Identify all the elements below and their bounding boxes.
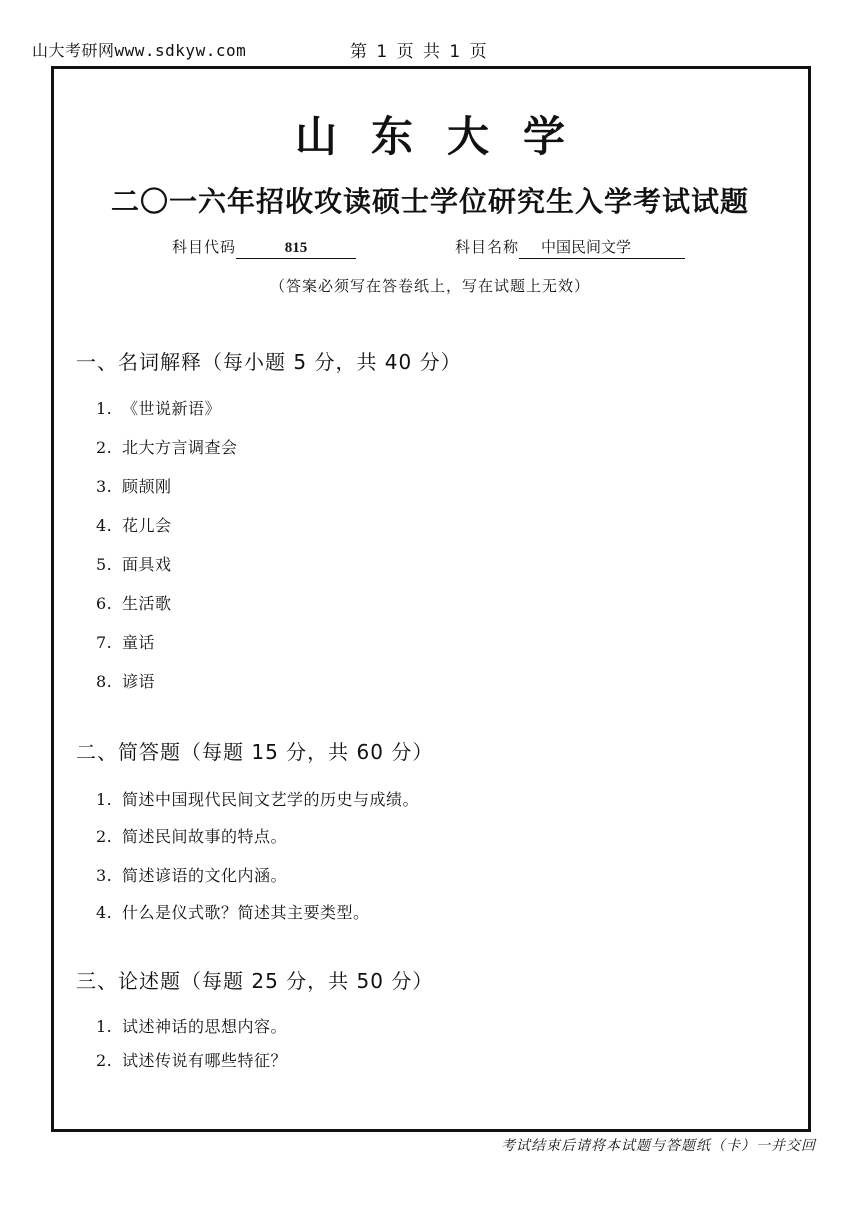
exam-title: 二〇一六年招收攻读硕士学位研究生入学考试试题	[110, 185, 749, 218]
question-item	[96, 669, 155, 692]
subject-code	[172, 236, 356, 259]
question-text: 谚语	[122, 672, 156, 691]
question-item	[96, 1048, 287, 1071]
question-number: 2.	[96, 438, 113, 457]
question-item	[96, 513, 172, 536]
question-item	[96, 435, 238, 458]
question-number: 6.	[96, 594, 113, 613]
question-item	[96, 630, 155, 653]
question-number: 1.	[96, 1017, 113, 1036]
question-item	[96, 787, 419, 810]
section-heading: 二、简答题（每题 15 分，共 60 分）	[76, 740, 434, 764]
question-text: 简述中国现代民间文艺学的历史与成绩。	[122, 790, 420, 809]
site-header: 山大考研网www.sdkyw.com	[32, 41, 247, 60]
question-text: 试述神话的思想内容。	[122, 1017, 288, 1036]
question-item	[96, 863, 287, 886]
question-number: 7.	[96, 633, 113, 652]
question-number: 1.	[96, 790, 113, 809]
question-item	[96, 824, 287, 847]
question-number: 4.	[96, 516, 113, 535]
question-number: 3.	[96, 866, 113, 885]
section-heading: 一、名词解释（每小题 5 分，共 40 分）	[76, 350, 462, 374]
question-text: 试述传说有哪些特征？	[122, 1051, 288, 1070]
question-number: 5.	[96, 555, 113, 574]
question-item	[96, 474, 172, 497]
question-text: 北大方言调查会	[122, 438, 238, 457]
answer-notice: （答案必须写在答卷纸上，写在试题上无效）	[269, 277, 590, 295]
university-title: 山东大学	[294, 112, 599, 161]
question-text: 童话	[122, 633, 156, 652]
subject-code-value: 815	[236, 240, 356, 259]
question-text: 什么是仪式歌？简述其主要类型。	[122, 903, 370, 922]
question-item	[96, 552, 172, 575]
subject-name	[455, 236, 685, 259]
page-number: 第 1 页 共 1 页	[350, 42, 489, 62]
question-text: 顾颉刚	[122, 477, 172, 496]
question-text: 《世说新语》	[122, 399, 222, 418]
question-text: 花儿会	[122, 516, 172, 535]
question-number: 8.	[96, 672, 113, 691]
section-heading: 三、论述题（每题 25 分，共 50 分）	[76, 969, 434, 993]
subject-name-label: 科目名称	[455, 238, 520, 256]
question-item	[96, 1014, 287, 1037]
subject-code-label: 科目代码	[172, 238, 237, 256]
subject-name-value: 中国民间文学	[519, 236, 685, 259]
question-item	[96, 900, 370, 923]
question-item	[96, 591, 172, 614]
question-number: 2.	[96, 1051, 113, 1070]
question-number: 4.	[96, 903, 113, 922]
question-text: 简述谚语的文化内涵。	[122, 866, 288, 885]
question-number: 1.	[96, 399, 113, 418]
question-number: 2.	[96, 827, 113, 846]
question-item	[96, 396, 221, 419]
footer-note: 考试结束后请将本试题与答题纸（卡）一并交回	[501, 1138, 816, 1154]
question-text: 面具戏	[122, 555, 172, 574]
question-text: 简述民间故事的特点。	[122, 827, 288, 846]
question-text: 生活歌	[122, 594, 172, 613]
question-number: 3.	[96, 477, 113, 496]
